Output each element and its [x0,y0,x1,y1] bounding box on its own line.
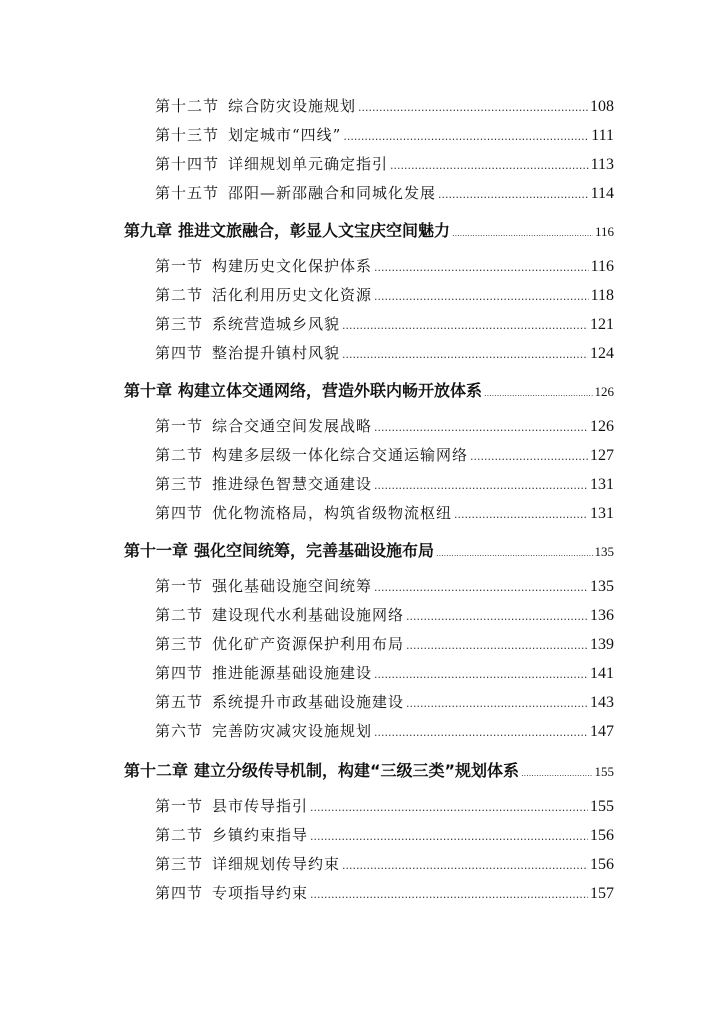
dot-leader [343,126,589,146]
dot-leader [310,797,588,817]
dot-leader [342,344,588,364]
toc-entry[interactable] [155,473,614,495]
toc-entry[interactable] [155,691,614,713]
dot-leader [470,446,588,466]
section-number: 第三节 [155,315,204,333]
section-number: 第四节 [155,664,204,682]
toc-entry[interactable] [155,882,614,904]
toc-entry[interactable] [155,284,614,306]
dot-leader [374,286,589,306]
section-number: 第二节 [155,446,204,464]
toc-entry[interactable] [155,124,614,146]
dot-leader [374,475,588,495]
section-number: 第三节 [155,855,204,873]
page-number: 131 [590,505,614,522]
section-title: 划定城市“四线” [228,126,342,144]
section-number: 第一节 [155,577,204,595]
section-title: 县市传导指引 [212,797,309,815]
toc-entry[interactable] [155,662,614,684]
section-number: 第二节 [155,606,204,624]
toc-entry[interactable] [155,444,614,466]
dot-leader [390,155,589,175]
dot-leader [374,722,588,742]
toc-entry[interactable] [155,313,614,335]
section-number: 第一节 [155,417,204,435]
page-number: 113 [590,156,614,173]
section-title: 系统提升市政基础设施建设 [212,693,405,711]
page-number: 156 [590,856,614,873]
section-title: 构建多层级一体化综合交通运输网络 [212,446,469,464]
section-number: 第六节 [155,722,204,740]
dot-leader [454,504,588,524]
chapter-number: 第十章 [124,381,173,400]
section-title: 综合交通空间发展战略 [212,417,373,435]
toc-entry[interactable] [155,415,614,437]
page-number: 127 [590,447,614,464]
page-number: 124 [590,345,614,362]
page-number: 121 [590,316,614,333]
dot-leader [374,664,588,684]
page-number: 147 [590,723,614,740]
toc-entry[interactable] [155,575,614,597]
dot-leader [452,222,593,243]
section-number: 第十三节 [155,126,220,144]
section-number: 第一节 [155,257,204,275]
section-number: 第二节 [155,286,204,304]
page-number: 126 [594,384,614,399]
page-number: 156 [590,827,614,844]
section-number: 第四节 [155,344,204,362]
section-number: 第十二节 [155,97,220,115]
section-title: 乡镇约束指导 [212,826,309,844]
section-title: 整治提升镇村风貌 [212,344,341,362]
section-title: 优化矿产资源保护利用布局 [212,635,405,653]
section-title: 专项指导约束 [212,884,309,902]
chapter-title: 建立分级传导机制，构建“三级三类”规划体系 [194,761,520,780]
chapter-number: 第九章 [124,221,173,240]
section-title: 优化物流格局，构筑省级物流枢纽 [212,504,453,522]
section-title: 邵阳—新邵融合和同城化发展 [228,184,437,202]
dot-leader [436,542,592,563]
dot-leader [310,826,588,846]
toc-entry[interactable] [155,153,614,175]
section-number: 第三节 [155,475,204,493]
section-title: 综合防灾设施规划 [228,97,357,115]
toc-entry[interactable] [155,182,614,204]
toc-entry[interactable] [155,255,614,277]
chapter-number: 第十一章 [124,541,189,560]
dot-leader [438,184,589,204]
section-title: 强化基础设施空间统筹 [212,577,373,595]
toc-entry[interactable] [155,604,614,626]
section-title: 活化利用历史文化资源 [212,286,373,304]
dot-leader [521,762,592,783]
page-number: 141 [590,665,614,682]
page-number: 136 [590,607,614,624]
section-number: 第二节 [155,826,204,844]
page-number: 116 [590,258,614,275]
toc-chapter-entry[interactable] [124,759,614,783]
toc-chapter-entry[interactable] [124,379,614,403]
toc-entry[interactable] [155,342,614,364]
toc-entry[interactable] [155,824,614,846]
page-number: 155 [590,798,614,815]
dot-leader [374,417,588,437]
page-number: 155 [594,764,614,779]
dot-leader [342,315,588,335]
section-number: 第三节 [155,635,204,653]
chapter-title: 强化空间统筹，完善基础设施布局 [194,541,435,560]
dot-leader [374,257,589,277]
page-number: 135 [594,544,614,559]
toc-chapter-entry[interactable] [124,219,614,243]
dot-leader [484,382,592,403]
section-title: 系统营造城乡风貌 [212,315,341,333]
toc-entry[interactable] [155,795,614,817]
section-number: 第一节 [155,797,204,815]
page-number: 139 [590,636,614,653]
dot-leader [342,855,588,875]
page-number: 157 [590,885,614,902]
chapter-number: 第十二章 [124,761,189,780]
section-title: 推进能源基础设施建设 [212,664,373,682]
section-title: 建设现代水利基础设施网络 [212,606,405,624]
chapter-title: 构建立体交通网络，营造外联内畅开放体系 [178,381,483,400]
dot-leader [358,97,588,117]
dot-leader [406,606,588,626]
dot-leader [374,577,588,597]
page-number: 131 [590,476,614,493]
toc-entry[interactable] [155,502,614,524]
section-number: 第十四节 [155,155,220,173]
chapter-title: 推进文旅融合，彰显人文宝庆空间魅力 [178,221,451,240]
page-number: 118 [590,287,614,304]
page-number: 111 [591,127,614,144]
dot-leader [406,635,588,655]
section-number: 第四节 [155,504,204,522]
page-number: 108 [590,98,614,115]
page-number: 143 [590,694,614,711]
section-title: 详细规划传导约束 [212,855,341,873]
dot-leader [406,693,588,713]
section-title: 完善防灾减灾设施规划 [212,722,373,740]
section-number: 第四节 [155,884,204,902]
page-number: 126 [590,418,614,435]
page-number: 114 [590,185,614,202]
section-number: 第五节 [155,693,204,711]
toc-entry[interactable] [155,720,614,742]
page-number: 135 [590,578,614,595]
toc-entry[interactable] [155,633,614,655]
section-title: 详细规划单元确定指引 [228,155,389,173]
page-number: 116 [594,224,614,239]
dot-leader [310,884,588,904]
toc-entry[interactable] [155,853,614,875]
toc-chapter-entry[interactable] [124,539,614,563]
toc-entry[interactable] [155,95,614,117]
section-title: 构建历史文化保护体系 [212,257,373,275]
section-title: 推进绿色智慧交通建设 [212,475,373,493]
section-number: 第十五节 [155,184,220,202]
